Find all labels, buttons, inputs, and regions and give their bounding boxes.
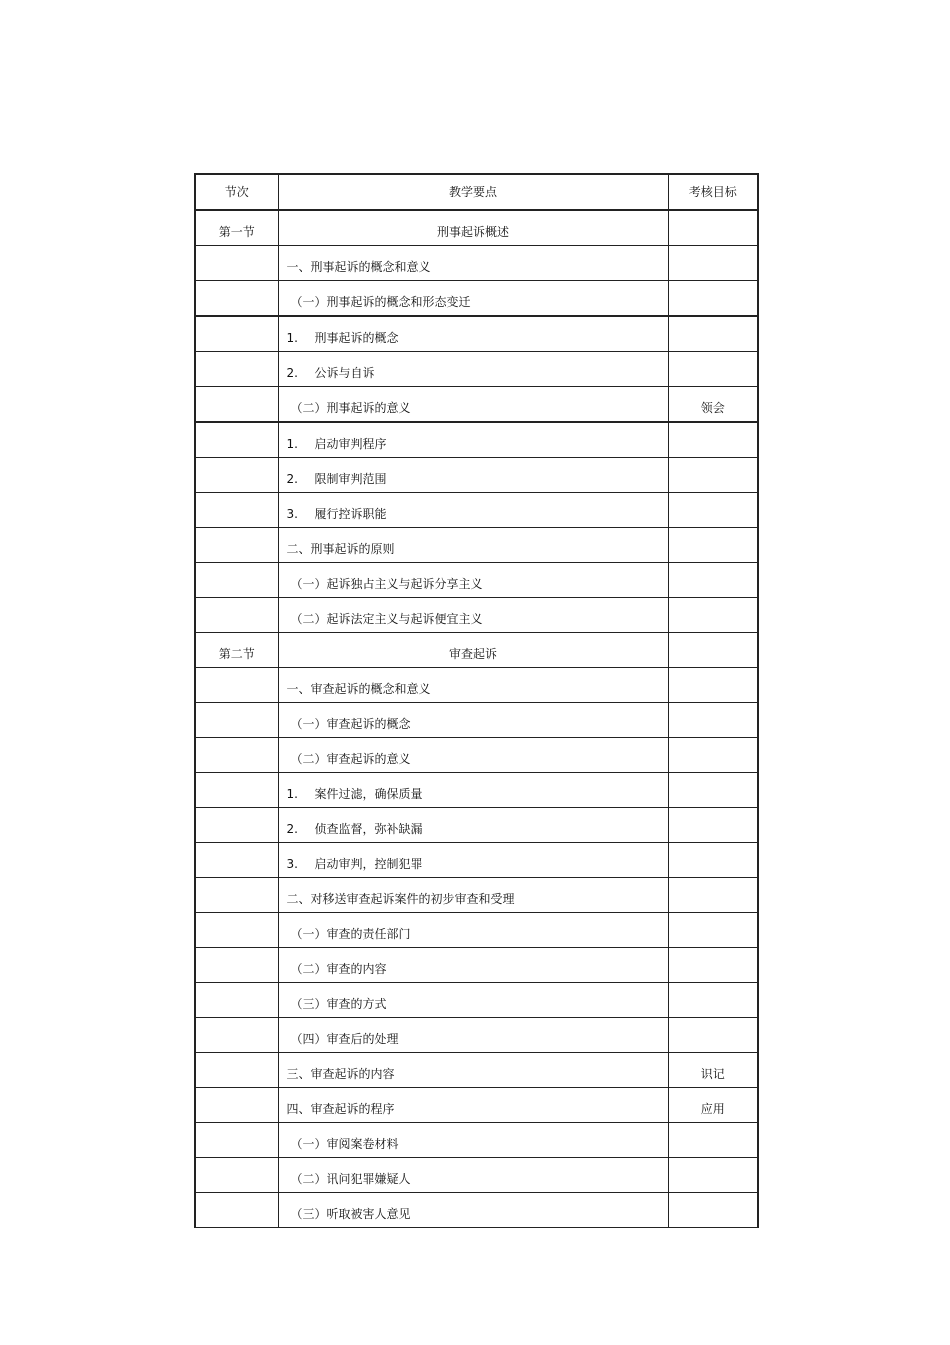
point-content	[279, 962, 668, 982]
point-cell	[278, 738, 668, 773]
section-cell	[195, 983, 278, 1018]
point-cell	[278, 563, 668, 598]
table-row	[195, 1018, 758, 1053]
point-content	[279, 1207, 668, 1227]
table-row	[195, 948, 758, 983]
point-text: （一）审查起诉的概念	[290, 717, 411, 731]
point-content	[279, 787, 668, 807]
section-label: 第一节	[218, 225, 255, 239]
section-label	[196, 976, 278, 982]
section-cell	[195, 316, 278, 352]
item-number: 2.	[286, 822, 298, 836]
table-row	[195, 387, 758, 423]
goal-cell	[668, 387, 758, 423]
goal-label	[669, 626, 758, 632]
goal-label: 应用	[700, 1102, 725, 1116]
goal-label	[669, 661, 758, 667]
goal-label	[669, 871, 758, 877]
goal-cell	[668, 808, 758, 843]
section-label	[196, 731, 278, 737]
point-content	[279, 295, 668, 315]
point-cell	[278, 458, 668, 493]
goal-label	[669, 486, 758, 492]
goal-label	[669, 1011, 758, 1017]
table-row	[195, 528, 758, 563]
table-row	[195, 1158, 758, 1193]
goal-label	[669, 801, 758, 807]
point-cell	[278, 878, 668, 913]
point-cell	[278, 773, 668, 808]
section-label	[196, 801, 278, 807]
section-cell	[195, 493, 278, 528]
point-content	[279, 682, 668, 702]
section-cell	[195, 1158, 278, 1193]
goal-label	[669, 591, 758, 597]
point-text: （四）审查后的处理	[290, 1032, 399, 1046]
goal-label	[669, 766, 758, 772]
goal-label	[669, 836, 758, 842]
section-label	[196, 1046, 278, 1052]
goal-label	[669, 274, 758, 280]
item-number: 2.	[286, 366, 298, 380]
goal-cell	[668, 668, 758, 703]
section-label	[196, 309, 278, 315]
point-cell	[278, 210, 668, 246]
table-row	[195, 703, 758, 738]
point-content	[279, 1172, 668, 1192]
section-label	[196, 906, 278, 912]
section-cell	[195, 1193, 278, 1228]
section-label	[196, 1186, 278, 1192]
point-content	[279, 472, 668, 492]
point-cell	[278, 668, 668, 703]
section-label	[196, 521, 278, 527]
point-text: （一）刑事起诉的概念和形态变迁	[290, 295, 471, 309]
point-text: 三、审查起诉的内容	[286, 1067, 395, 1081]
goal-label	[669, 521, 758, 527]
point-text: （二）审查的内容	[290, 962, 387, 976]
goal-cell	[668, 458, 758, 493]
point-content	[279, 1102, 668, 1122]
section-cell	[195, 1018, 278, 1053]
table-row	[195, 773, 758, 808]
point-cell	[278, 703, 668, 738]
section-label	[196, 591, 278, 597]
goal-cell	[668, 528, 758, 563]
point-text: 二、对移送审查起诉案件的初步审查和受理	[286, 892, 515, 906]
point-cell	[278, 913, 668, 948]
header-points-label: 教学要点	[448, 185, 497, 199]
goal-cell	[668, 210, 758, 246]
table-row	[195, 913, 758, 948]
point-cell	[278, 281, 668, 317]
table-row	[195, 1088, 758, 1123]
point-content	[279, 366, 668, 386]
goal-cell	[668, 1018, 758, 1053]
point-content	[279, 1032, 668, 1052]
point-cell	[278, 983, 668, 1018]
goal-cell	[668, 1158, 758, 1193]
goal-cell	[668, 738, 758, 773]
goal-cell	[668, 316, 758, 352]
point-text: （二）审查起诉的意义	[290, 752, 411, 766]
point-content	[279, 822, 668, 842]
point-content	[279, 857, 668, 877]
section-cell	[195, 246, 278, 281]
section-cell	[195, 843, 278, 878]
header-goal-label: 考核目标	[688, 185, 737, 199]
point-cell	[278, 1123, 668, 1158]
goal-cell	[668, 878, 758, 913]
section-label	[196, 871, 278, 877]
goal-cell	[668, 563, 758, 598]
point-content	[279, 647, 668, 667]
goal-cell	[668, 843, 758, 878]
point-cell	[278, 316, 668, 352]
goal-cell	[668, 948, 758, 983]
section-cell	[195, 808, 278, 843]
point-cell	[278, 1053, 668, 1088]
goal-label	[669, 345, 758, 351]
goal-label	[669, 239, 758, 245]
goal-cell	[668, 1088, 758, 1123]
point-cell	[278, 528, 668, 563]
section-label: 第二节	[218, 647, 255, 661]
point-content	[279, 1137, 668, 1157]
table-row	[195, 808, 758, 843]
section-cell	[195, 668, 278, 703]
point-content	[279, 542, 668, 562]
header-section	[195, 174, 278, 210]
goal-cell	[668, 1053, 758, 1088]
goal-cell	[668, 1123, 758, 1158]
point-text: 一、刑事起诉的概念和意义	[286, 260, 431, 274]
section-cell	[195, 598, 278, 633]
goal-label: 领会	[700, 401, 725, 415]
point-text: （二）讯问犯罪嫌疑人	[290, 1172, 411, 1186]
header-goal	[668, 174, 758, 210]
point-text: 侦查监督，弥补缺漏	[314, 822, 423, 836]
table-row	[195, 1123, 758, 1158]
section-cell	[195, 773, 278, 808]
section-label	[196, 1081, 278, 1087]
goal-label	[669, 731, 758, 737]
point-text: 限制审判范围	[314, 472, 387, 486]
section-label	[196, 1011, 278, 1017]
point-text: （一）审查的责任部门	[290, 927, 411, 941]
point-text: （二）起诉法定主义与起诉便宜主义	[290, 612, 483, 626]
goal-label	[669, 380, 758, 386]
section-label	[196, 941, 278, 947]
table-row	[195, 1053, 758, 1088]
goal-label	[669, 696, 758, 702]
point-content	[279, 401, 668, 421]
point-cell	[278, 598, 668, 633]
goal-label	[669, 941, 758, 947]
section-cell	[195, 1053, 278, 1088]
goal-label	[669, 1186, 758, 1192]
point-text: 四、审查起诉的程序	[286, 1102, 395, 1116]
section-label	[196, 415, 278, 421]
section-label	[196, 380, 278, 386]
header-points	[278, 174, 668, 210]
section-label	[196, 345, 278, 351]
point-text: （一）起诉独占主义与起诉分享主义	[290, 577, 483, 591]
point-text: 案件过滤，确保质量	[314, 787, 423, 801]
table-row	[195, 281, 758, 317]
goal-label	[669, 1221, 758, 1227]
point-cell	[278, 246, 668, 281]
table-row	[195, 738, 758, 773]
table-row	[195, 633, 758, 668]
section-cell	[195, 210, 278, 246]
point-content	[279, 260, 668, 280]
section-label	[196, 1116, 278, 1122]
point-content	[279, 752, 668, 772]
section-label	[196, 451, 278, 457]
goal-cell	[668, 1193, 758, 1228]
point-content	[279, 612, 668, 632]
syllabus-table	[194, 173, 759, 1228]
item-number: 1.	[286, 437, 298, 451]
table-body	[195, 174, 758, 1228]
point-cell	[278, 1158, 668, 1193]
section-label	[196, 1221, 278, 1227]
point-text: （三）审查的方式	[290, 997, 387, 1011]
item-number: 3.	[286, 857, 298, 871]
point-content	[279, 892, 668, 912]
item-number: 1.	[286, 331, 298, 345]
item-number: 2.	[286, 472, 298, 486]
point-cell	[278, 387, 668, 423]
section-cell	[195, 422, 278, 458]
point-content	[279, 717, 668, 737]
point-content	[279, 437, 668, 457]
point-text: （三）听取被害人意见	[290, 1207, 411, 1221]
section-cell	[195, 878, 278, 913]
section-cell	[195, 281, 278, 317]
section-cell	[195, 913, 278, 948]
table-row	[195, 458, 758, 493]
goal-cell	[668, 422, 758, 458]
point-cell	[278, 948, 668, 983]
section-cell	[195, 352, 278, 387]
point-text: 一、审查起诉的概念和意义	[286, 682, 431, 696]
point-text: （二）刑事起诉的意义	[290, 401, 411, 415]
point-cell	[278, 808, 668, 843]
item-number: 1.	[286, 787, 298, 801]
table-header-row	[195, 174, 758, 210]
table-row	[195, 1193, 758, 1228]
section-label	[196, 486, 278, 492]
table-row	[195, 246, 758, 281]
header-section-label: 节次	[224, 185, 249, 199]
point-cell	[278, 352, 668, 387]
section-cell	[195, 528, 278, 563]
point-content	[279, 507, 668, 527]
goal-cell	[668, 633, 758, 668]
goal-cell	[668, 281, 758, 317]
point-cell	[278, 493, 668, 528]
table-row	[195, 422, 758, 458]
goal-label	[669, 976, 758, 982]
point-text: 启动审判程序	[314, 437, 387, 451]
item-number: 3.	[286, 507, 298, 521]
section-cell	[195, 387, 278, 423]
point-text: 审查起诉	[448, 647, 497, 661]
section-cell	[195, 458, 278, 493]
section-label	[196, 556, 278, 562]
point-content	[279, 577, 668, 597]
point-content	[279, 927, 668, 947]
point-cell	[278, 1018, 668, 1053]
section-label	[196, 1151, 278, 1157]
table-row	[195, 563, 758, 598]
section-label	[196, 626, 278, 632]
point-content	[279, 331, 668, 351]
point-text: 刑事起诉概述	[436, 225, 509, 239]
section-label	[196, 766, 278, 772]
section-cell	[195, 563, 278, 598]
section-label	[196, 696, 278, 702]
goal-label	[669, 556, 758, 562]
section-label	[196, 836, 278, 842]
point-cell	[278, 633, 668, 668]
section-label	[196, 274, 278, 280]
goal-cell	[668, 913, 758, 948]
goal-label	[669, 451, 758, 457]
table-row	[195, 668, 758, 703]
goal-cell	[668, 246, 758, 281]
point-text: 启动审判，控制犯罪	[314, 857, 423, 871]
point-cell	[278, 1193, 668, 1228]
point-content	[279, 1067, 668, 1087]
point-cell	[278, 422, 668, 458]
point-cell	[278, 1088, 668, 1123]
table-row	[195, 843, 758, 878]
point-content	[279, 997, 668, 1017]
point-text: （一）审阅案卷材料	[290, 1137, 399, 1151]
point-content	[279, 225, 668, 245]
goal-label	[669, 1046, 758, 1052]
section-cell	[195, 633, 278, 668]
table-row	[195, 316, 758, 352]
goal-label: 识记	[700, 1067, 725, 1081]
section-cell	[195, 948, 278, 983]
goal-cell	[668, 493, 758, 528]
point-text: 二、刑事起诉的原则	[286, 542, 395, 556]
table-row	[195, 210, 758, 246]
goal-cell	[668, 703, 758, 738]
section-cell	[195, 1088, 278, 1123]
point-text: 公诉与自诉	[314, 366, 375, 380]
goal-cell	[668, 773, 758, 808]
goal-label	[669, 906, 758, 912]
goal-label	[669, 309, 758, 315]
point-text: 履行控诉职能	[314, 507, 387, 521]
goal-cell	[668, 983, 758, 1018]
goal-cell	[668, 352, 758, 387]
goal-cell	[668, 598, 758, 633]
table-row	[195, 878, 758, 913]
point-cell	[278, 843, 668, 878]
point-text: 刑事起诉的概念	[314, 331, 399, 345]
table-row	[195, 352, 758, 387]
table-row	[195, 983, 758, 1018]
section-cell	[195, 1123, 278, 1158]
section-cell	[195, 703, 278, 738]
table-row	[195, 598, 758, 633]
goal-label	[669, 1151, 758, 1157]
table-row	[195, 493, 758, 528]
section-cell	[195, 738, 278, 773]
